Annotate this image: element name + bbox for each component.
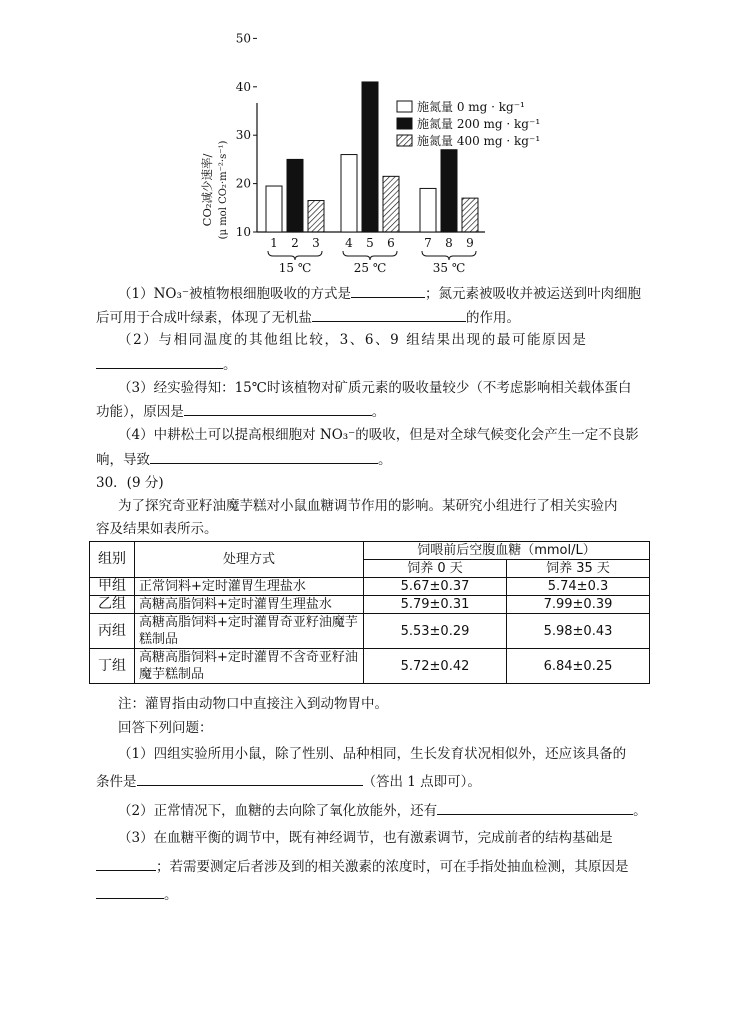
q30-intro1: 为了探究奇亚籽油魔芋糕对小鼠血糖调节作用的影响。某研究小组进行了相关实验内 — [118, 498, 618, 514]
q30-q3b: ；若需要测定后者涉及到的相关激素的浓度时，可在手指处抽血检测，其原因是 — [156, 859, 629, 875]
q30-num: 30．(9 分) — [96, 475, 164, 491]
cell-group: 丙组 — [90, 614, 135, 649]
header-method: 处理方式 — [135, 542, 364, 578]
q29-p1c: 后可用于合成叶绿素，体现了无机盐 — [96, 310, 312, 326]
q30-intro-2 — [96, 519, 218, 539]
q29-p2b: 。 — [223, 357, 237, 373]
q29-p1d: 的作用。 — [466, 310, 520, 326]
answer-blank[interactable] — [96, 354, 223, 369]
x-tick-label: 3 — [312, 236, 320, 250]
q30-q1b: 条件是 — [96, 774, 137, 790]
legend-swatch — [397, 101, 412, 112]
x-tick-label: 1 — [270, 236, 278, 250]
cell-day35: 5.98±0.43 — [506, 614, 649, 649]
bar — [362, 82, 378, 232]
result-table — [89, 541, 650, 684]
q30-q2b: 。 — [633, 803, 647, 819]
q30-q1a: （1）四组实验所用小鼠，除了性别、品种相同，生长发育状况相似外，还应该具备的 — [118, 746, 627, 762]
q29-p1a: （1）NO₃⁻被植物根细胞吸收的方式是 — [118, 286, 352, 302]
q29-line-3 — [118, 330, 587, 350]
cell-method: 高糖高脂饲料+定时灌胃奇亚籽油魔芋糕制品 — [135, 614, 364, 649]
cell-day35: 5.74±0.3 — [506, 578, 649, 596]
cell-day0: 5.72±0.42 — [364, 649, 507, 684]
legend-swatch — [397, 118, 412, 129]
x-tick-label: 4 — [345, 236, 353, 250]
bar — [266, 186, 282, 232]
q30-q3c: 。 — [164, 887, 178, 903]
bar — [341, 155, 357, 232]
table-row — [90, 649, 650, 684]
q30-line-2 — [96, 771, 481, 792]
x-tick-label: 8 — [445, 236, 453, 250]
table-row — [90, 614, 650, 649]
bar — [462, 198, 478, 232]
q30-q2a: （2）正常情况下，血糖的去向除了氧化放能外，还有 — [118, 803, 438, 819]
q30-line-4 — [118, 828, 613, 848]
q29-p4c: 。 — [378, 452, 392, 468]
answer-blank[interactable] — [312, 307, 466, 322]
y-tick-label: 20 — [235, 176, 251, 191]
cell-method: 高糖高脂饲料+定时灌胃生理盐水 — [135, 596, 364, 614]
y-tick-label: 40 — [235, 79, 251, 94]
answer-blank[interactable] — [351, 283, 425, 298]
header-glucose: 饲喂前后空腹血糖（mmol/L） — [364, 542, 650, 560]
prompt-text: 回答下列问题： — [118, 720, 213, 736]
q29-line-2 — [96, 307, 520, 328]
note-text: 注：灌胃指由动物口中直接注入到动物胃中。 — [118, 696, 388, 712]
cell-day0: 5.53±0.29 — [364, 614, 507, 649]
x-tick-label: 7 — [424, 236, 432, 250]
q29-line-6 — [96, 401, 385, 422]
temperature-groups — [268, 251, 476, 275]
answer-blank[interactable] — [184, 401, 372, 416]
answer-prompt — [118, 718, 213, 738]
header-group: 组别 — [90, 542, 135, 578]
q30-intro-1 — [118, 496, 618, 516]
group-brace — [268, 251, 322, 260]
answer-blank[interactable] — [96, 856, 156, 871]
group-label: 25 ℃ — [353, 261, 387, 275]
q29-p3c: 。 — [371, 404, 386, 420]
answer-blank[interactable] — [137, 771, 363, 786]
bar — [287, 159, 303, 232]
answer-blank[interactable] — [150, 449, 378, 464]
q30-line-3 — [118, 800, 647, 821]
cell-group: 乙组 — [90, 596, 135, 614]
q29-p4b: 响，导致 — [96, 452, 150, 468]
y-axis-unit: (μ mol CO₂·m⁻²·s⁻¹) — [218, 140, 229, 240]
q30-line-1 — [118, 744, 626, 764]
legend — [397, 100, 540, 148]
group-label: 35 ℃ — [432, 261, 466, 275]
y-tick-label: 30 — [235, 128, 251, 143]
header-day0: 饲养 0 天 — [364, 560, 507, 578]
table-note — [118, 694, 388, 714]
q30-line-5 — [96, 856, 629, 877]
x-tick-label: 5 — [366, 236, 374, 250]
x-tick-labels — [270, 236, 474, 250]
group-label: 15 ℃ — [278, 261, 312, 275]
q29-p1b: ；氮元素被吸收并被运送到叶肉细胞 — [425, 286, 642, 302]
q30-line-6 — [96, 884, 178, 905]
q30-q3a: （3）在血糖平衡的调节中，既有神经调节，也有激素调节，完成前者的结构基础是 — [118, 830, 613, 846]
legend-label: 施氮量 200 mg · kg⁻¹ — [417, 117, 541, 131]
cell-day0: 5.67±0.37 — [364, 578, 507, 596]
x-tick-label: 9 — [466, 236, 474, 250]
q29-line-5 — [118, 378, 631, 398]
legend-label: 施氮量 0 mg · kg⁻¹ — [417, 100, 525, 114]
y-tick-label: 50 — [235, 31, 251, 46]
bar — [383, 176, 399, 232]
q29-p3b: 功能），原因是 — [96, 404, 184, 420]
q29-line-8 — [96, 449, 392, 470]
table-row — [90, 578, 650, 596]
answer-blank[interactable] — [437, 800, 633, 815]
table-header-row — [90, 542, 650, 560]
y-axis-label: CO₂减少速率/ — [200, 153, 214, 227]
bar — [308, 201, 324, 232]
header-day35: 饲养 35 天 — [506, 560, 649, 578]
q30-number — [96, 473, 164, 493]
cell-day35: 7.99±0.39 — [506, 596, 649, 614]
x-tick-label: 2 — [291, 236, 299, 250]
legend-label: 施氮量 400 mg · kg⁻¹ — [417, 134, 541, 148]
y-tick-label: 10 — [235, 225, 251, 239]
q29-line-4 — [96, 354, 237, 375]
q29-p3a: （3）经实验得知：15℃时该植物对矿质元素的吸收量较少（不考虑影响相关载体蛋白 — [118, 380, 632, 396]
cell-group: 丁组 — [90, 649, 135, 684]
cell-method: 高糖高脂饲料+定时灌胃不含奇亚籽油魔芋糕制品 — [135, 649, 364, 684]
q29-p4a: （4）中耕松土可以提高根细胞对 NO₃⁻的吸收，但是对全球气候变化会产生一定不良影 — [118, 427, 639, 443]
q30-intro2: 容及结果如表所示。 — [96, 521, 218, 537]
cell-day0: 5.79±0.31 — [364, 596, 507, 614]
q29-line-1 — [118, 283, 641, 304]
answer-blank[interactable] — [96, 884, 164, 899]
bar — [420, 188, 436, 232]
q29-p2a: （2）与相同温度的其他组比较，3、6、9 组结果出现的最可能原因是 — [118, 332, 588, 348]
bar-chart — [0, 0, 737, 290]
group-brace — [422, 251, 476, 260]
q29-line-7 — [118, 425, 639, 445]
cell-method: 正常饲料+定时灌胃生理盐水 — [135, 578, 364, 596]
table-row — [90, 596, 650, 614]
group-brace — [343, 251, 397, 260]
x-tick-label: 6 — [387, 236, 395, 250]
legend-swatch — [397, 135, 412, 146]
q30-q1c: （答出 1 点即可）。 — [362, 774, 481, 790]
cell-group: 甲组 — [90, 578, 135, 596]
bar — [441, 150, 457, 232]
cell-day35: 6.84±0.25 — [506, 649, 649, 684]
